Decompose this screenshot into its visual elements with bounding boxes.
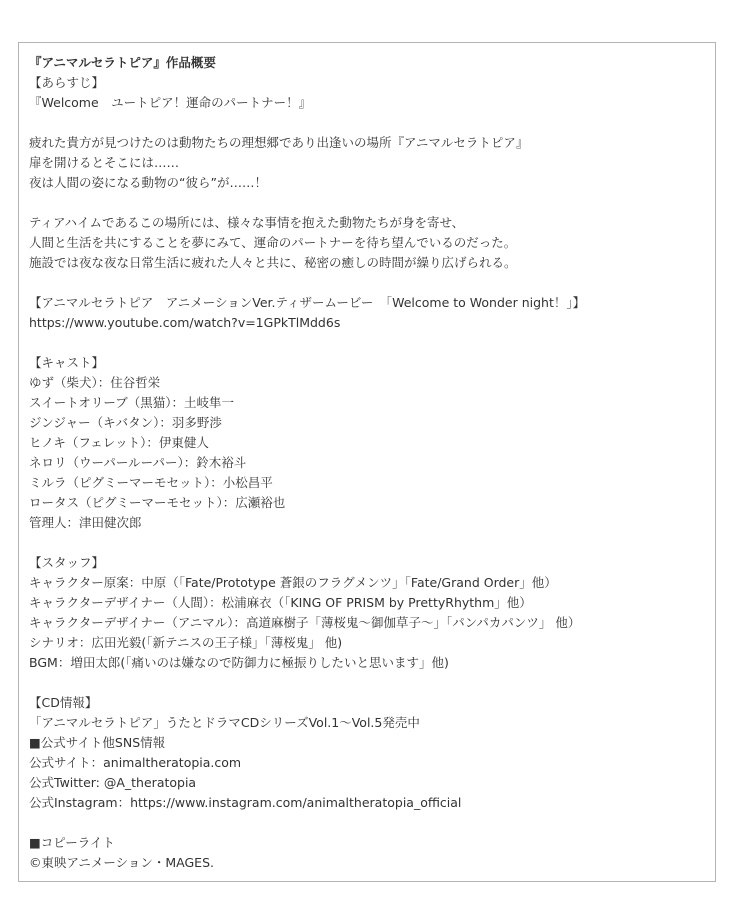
cast-item: スイートオリーブ（黒猫）：土岐隼一 bbox=[29, 395, 235, 410]
spacer bbox=[29, 673, 705, 693]
cast-item: ネロリ（ウーパールーパー）：鈴木裕斗 bbox=[29, 455, 247, 470]
official-instagram-line: 公式Instagram：https://www.instagram.com/animaltheratopia_official bbox=[29, 795, 462, 810]
staff-item: キャラクター原案：中原（「Fate/Prototype 蒼銀のフラグメンツ」「Fate/Grand Order」他） bbox=[29, 575, 557, 590]
article-text-box bbox=[18, 42, 716, 882]
cast-item: ヒノキ（フェレット）：伊東健人 bbox=[29, 435, 209, 450]
synopsis-text-line: 施設では夜な夜な日常生活に疲れた人々と共に、秘密の癒しの時間が繰り広げられる。 bbox=[29, 255, 517, 270]
synopsis-text-line: 扉を開けるとそこには…… bbox=[29, 155, 180, 170]
staff-item: キャラクターデザイナー（アニマル）：高道麻樹子「薄桜鬼〜御伽草子〜」「パンパカパンツ」 他） bbox=[29, 615, 581, 630]
sns-info-heading: ■公式サイト他SNS情報 bbox=[29, 735, 166, 750]
cast-item: 管理人：津田健次郎 bbox=[29, 515, 142, 530]
cd-info-text: 「アニマルセラトピア」うたとドラマCDシリーズVol.1〜Vol.5発売中 bbox=[29, 715, 420, 730]
official-site-line: 公式サイト：animaltheratopia.com bbox=[29, 755, 242, 770]
synopsis-text-line: 人間と生活を共にすることを夢にみて、運命のパートナーを待ち望んでいるのだった。 bbox=[29, 235, 517, 250]
cast-item: ジンジャー（キバタン）：羽多野渉 bbox=[29, 415, 222, 430]
staff-heading: 【スタッフ】 bbox=[29, 555, 105, 570]
work-overview-title: 『アニマルセラトピア』作品概要 bbox=[29, 55, 216, 70]
teaser-movie-heading: 【アニマルセラトピア アニメーションVer.ティザームービー 「Welcome to Wonder night！」】 bbox=[29, 295, 586, 310]
official-twitter-line: 公式Twitter: @A_theratopia bbox=[29, 775, 197, 790]
cast-item: ミルラ（ピグミーマーモセット）：小松昌平 bbox=[29, 475, 273, 490]
spacer bbox=[29, 113, 705, 133]
spacer bbox=[29, 813, 705, 833]
staff-item: シナリオ：広田光毅(「新テニスの王子様」「薄桜鬼」 他) bbox=[29, 635, 343, 650]
copyright-heading: ■コピーライト bbox=[29, 835, 115, 850]
spacer bbox=[29, 273, 705, 293]
spacer bbox=[29, 193, 705, 213]
cast-item: ゆず（柴犬）：住谷哲栄 bbox=[29, 375, 161, 390]
synopsis-text-line: ティアハイムであるこの場所には、様々な事情を抱えた動物たちが身を寄せ、 bbox=[29, 215, 465, 230]
staff-item: キャラクターデザイナー（人間）：松浦麻衣（「KING OF PRISM by PrettyRhythm」他） bbox=[29, 595, 532, 610]
cast-heading: 【キャスト】 bbox=[29, 355, 105, 370]
synopsis-tagline: 『Welcome ユートピア！運命のパートナー！』 bbox=[29, 95, 312, 110]
copyright-text: ©東映アニメーション・MAGES. bbox=[29, 855, 214, 870]
cast-item: ロータス（ピグミーマーモセット）：広瀬裕也 bbox=[29, 495, 286, 510]
synopsis-text-line: 夜は人間の姿になる動物の“彼ら”が……！ bbox=[29, 175, 267, 190]
spacer bbox=[29, 333, 705, 353]
staff-item: BGM：増田太郎(「痛いのは嫌なので防御力に極振りしたいと思います」他) bbox=[29, 655, 449, 670]
spacer bbox=[29, 533, 705, 553]
synopsis-heading: 【あらすじ】 bbox=[29, 75, 105, 90]
teaser-movie-url: https://www.youtube.com/watch?v=1GPkTlMdd6s bbox=[29, 315, 341, 330]
cd-info-heading: 【CD情報】 bbox=[29, 695, 98, 710]
synopsis-text-line: 疲れた貴方が見つけたのは動物たちの理想郷であり出逢いの場所『アニマルセラトピア』 bbox=[29, 135, 529, 150]
